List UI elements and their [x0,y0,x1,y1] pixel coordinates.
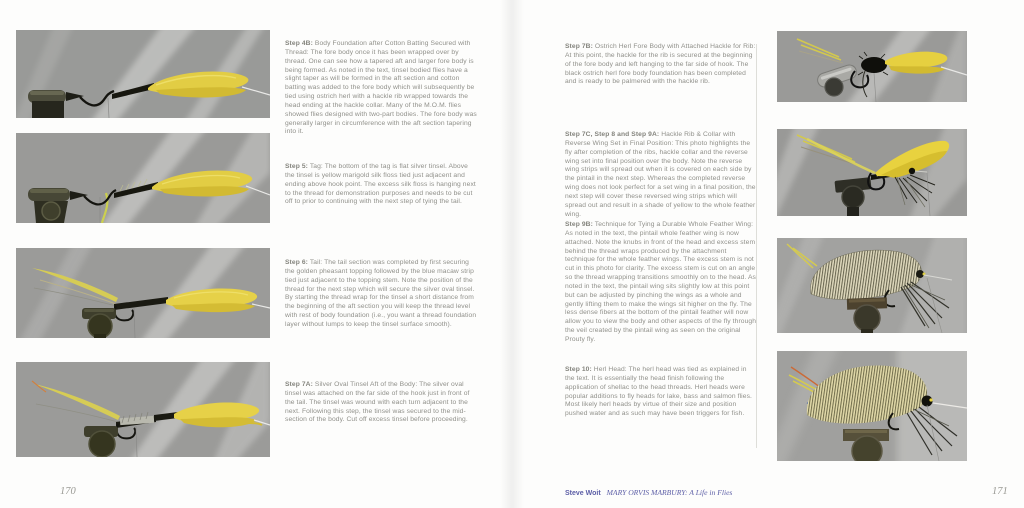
photo-step-6 [16,248,270,338]
step-label: Step 4B: [285,40,313,47]
right-page-number: 171 [992,486,1008,497]
step-body: Herl Head: The herl head was tied as explained in the text. It is essentially the head finish following the application of shellac to the head threads. Herl heads were popular additions to fly heads for lake, bass and salmon flies. Most likely herl heads by virtue of their size and position pushed water and as such may have been triggers for fish. [565,366,752,418]
page-gutter-shadow [500,0,524,508]
step-body: Tag: The bottom of the tag is flat silver tinsel. Above the tinsel is yellow marigold silk floss tied just adjacent and ending above hook point. The excess silk floss is hanging next to the thread for demonstration purposes and needs to be cut off to prior to continuing with the next step of tying the tail. [285,163,476,206]
step-label: Step 7B: [565,43,593,50]
step-9b-text [565,221,757,345]
step-label: Step 6: [285,259,308,266]
step-label: Step 10: [565,366,592,373]
step-label: Step 7C, Step 8 and Step 9A: [565,131,660,138]
photo-step-7b [777,31,967,102]
fly-vise-photo-graphic [777,129,967,216]
photo-step-10 [777,351,967,461]
step-body: Silver Oval Tinsel Aft of the Body: The silver oval tinsel was attached on the far side of the hook just in front of the tail. The tinsel was wound with each turn adjacent to the next. Following this step, the tinsel was secured to the mid-section of the body. Cut off excess tinsel before proceeding. [285,381,470,424]
step-5-text [285,163,477,207]
step-body: Tail: The tail section was completed by first securing the golden pheasant topping followed by the blue macaw strip tied just adjacent to the topping stem. Note the position of the thread for the next step which will secure the silver oval tinsel. By starting the thread wrap for the tinsel a short distance from the beginning of the aft section you will keep the thread level with rest of body foundation (i.e., you want a thread foundation layer without lumps to keep the tinsel surface smooth). [285,259,477,328]
fly-vise-photo-graphic [16,133,270,223]
step-body: Hackle Rib & Collar with Reverse Wing Set in Final Position: This photo highlights the fly after completion of the ribs, hackle collar and the reverse wing set into final position over the body. Note the reverse wing strips will spread out when it is covered on each side by the pintail in the next step. Whereas the completed reverse wing does not look perfect for a set wing in a final position, the next step will cover these reversed wing strips which will spread out and result in a shade of yellow to the whole feather wing. [565,131,756,218]
photo-step-5 [16,133,270,223]
photo-step-7a [16,362,270,457]
fly-vise-photo-graphic [16,248,270,338]
step-4b-text [285,40,477,137]
step-7b-text [565,43,757,87]
fly-vise-photo-graphic [777,238,967,333]
step-body: Body Foundation after Cotton Batting Secured with Thread: The fore body once it has been wrapped over by thread. One can see how a tapered aft and larger fore body is being formed. As noted in the text, tinsel bodied flies have a slight taper as will be formed in the aft section and cotton batting was added to the fore body which will subsequently be tied using ostrich herl with a hackle rib wrapped towards the head ending at the hackle collar. Many of the M.O.M. flies showed flies designed with two-part bodies. The fore body was generally larger in circumference with the aft section tapering into it. [285,40,477,136]
step-label: Step 7A: [285,381,313,388]
author-name: Steve Woit [565,490,601,497]
photo-step-7c-8-9a [777,129,967,216]
step-7a-text [285,381,477,425]
running-footer [565,488,732,497]
column-divider-rule [756,44,757,448]
step-body: Ostrich Herl Fore Body with Attached Hackle for Rib: At this point, the hackle for the rib is secured at the beginning of the fore body and left hanging to the far side of hook. The black ostrich herl fore body foundation has been completed and is ready to be palmered with the hackle rib. [565,43,756,86]
photo-step-9b [777,238,967,333]
step-label: Step 9B: [565,221,593,228]
step-7c-8-9a-text [565,131,757,219]
step-6-text [285,259,477,330]
fly-vise-photo-graphic [777,351,967,461]
photo-step-4b [16,30,270,118]
fly-vise-photo-graphic [777,31,967,102]
step-label: Step 5: [285,163,308,170]
left-page-number: 170 [60,486,76,497]
fly-vise-photo-graphic [16,30,270,118]
step-body: Technique for Tying a Durable Whole Feather Wing: As noted in the text, the pintail whole feather wing is now attached. Note the knubs in front of the head and excess stem behind the thread wraps produced by the attachment technique for the whole feather wings. The excess stem is not cut in this photo for clarity. The excess stem is cut on an angle so the thread wrapping transitions smoothly on to the head. As noted in the text, the pintail wing sits slightly low at this point but can be adjusted by pinching the wings as a whole and gently lifting them to make the wings sit higher on the fly. The less dense fibers at the bottom of the pintail feather will now allow you to view the body and other aspects of the fly through the veil created by the pintail wing as seen on the original Prouty fly. [565,221,757,343]
book-title: MARY ORVIS MARBURY: A Life in Flies [606,488,733,497]
fly-vise-photo-graphic [16,362,270,457]
step-10-text [565,366,757,419]
